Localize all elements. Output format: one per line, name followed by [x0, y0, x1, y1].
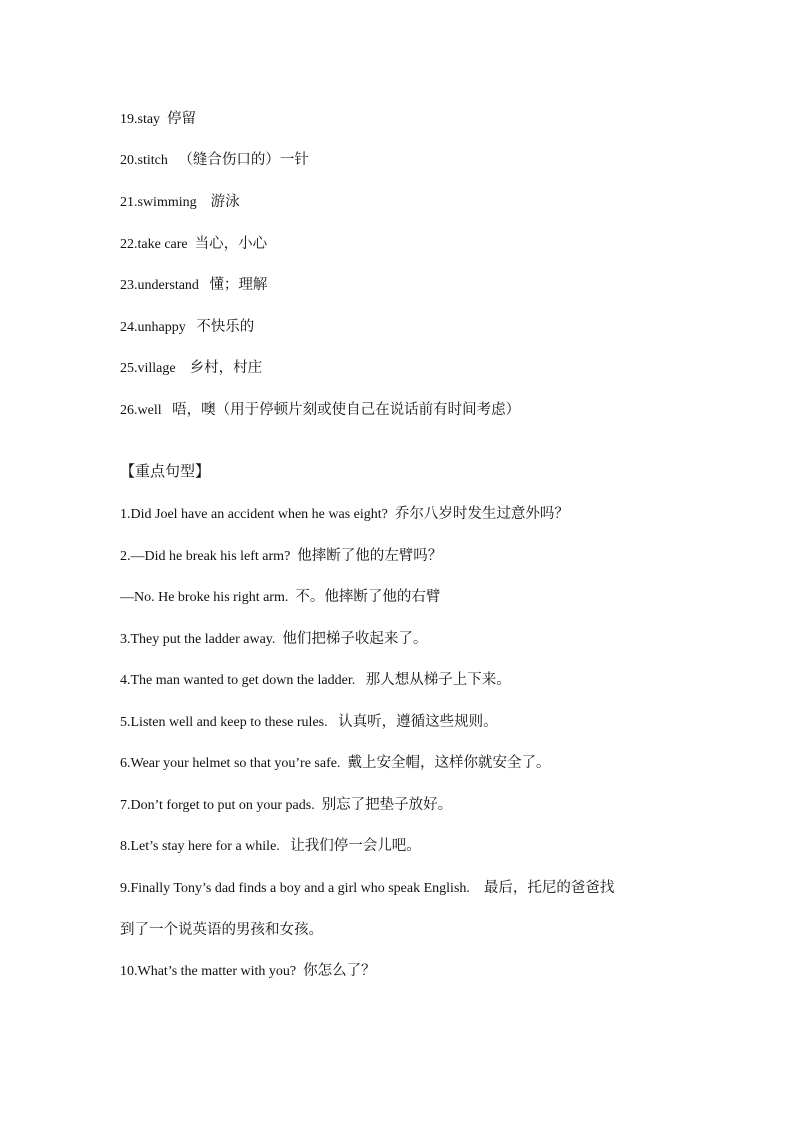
- vocab-item: [120, 273, 720, 297]
- sentence-english: 8.Let’s stay here for a while.: [120, 839, 280, 854]
- sentence-chinese: 让我们停一会儿吧。: [290, 838, 421, 854]
- vocab-english: 26.well: [120, 403, 162, 418]
- sentence-item: [120, 876, 720, 900]
- sentence-item: [120, 710, 720, 734]
- vocab-item: [120, 232, 720, 256]
- vocab-item: [120, 148, 720, 172]
- sentence-item: [120, 502, 720, 526]
- sentence-chinese: 那人想从梯子上下来。: [365, 672, 511, 688]
- sentence-english: 6.Wear your helmet so that you’re safe.: [120, 756, 341, 771]
- vocab-chinese: 乡村，村庄: [189, 360, 263, 376]
- sentence-chinese: 他们把梯子收起来了。: [282, 631, 428, 647]
- vocab-english: 25.village: [120, 361, 176, 376]
- sentence-chinese: 最后，托尼的爸爸找: [483, 880, 615, 896]
- sentence-item: [120, 793, 720, 817]
- vocab-chinese: 唔，噢（用于停顿片刻或使自己在说话前有时间考虑）: [172, 402, 521, 418]
- sentence-chinese: 他摔断了他的左臂吗？: [297, 548, 443, 564]
- sentence-english: 2.—Did he break his left arm?: [120, 549, 291, 564]
- sentence-item: [120, 834, 720, 858]
- vocab-chinese: 不快乐的: [196, 319, 255, 335]
- vocab-english: 24.unhappy: [120, 320, 186, 335]
- sentence-english: 4.The man wanted to get down the ladder.: [120, 673, 356, 688]
- sentence-item: [120, 627, 720, 651]
- sentence-english: 3.They put the ladder away.: [120, 632, 276, 647]
- sentence-chinese: 不。他摔断了他的右臂: [295, 589, 441, 605]
- vocab-chinese: 当心，小心: [194, 236, 268, 252]
- sentence-chinese: 到了一个说英语的男孩和女孩。: [120, 922, 323, 938]
- sentence-chinese: 认真听，遵循这些规则。: [338, 714, 498, 730]
- sentence-chinese: 戴上安全帽，这样你就安全了。: [347, 755, 551, 771]
- vocab-english: 22.take care: [120, 237, 188, 252]
- sentence-continuation: [120, 918, 720, 942]
- vocab-chinese: 游泳: [210, 194, 240, 210]
- sentence-english: —No. He broke his right arm.: [120, 590, 289, 605]
- vocab-chinese: （缝合伤口的）一针: [178, 152, 309, 168]
- sentence-item: [120, 751, 720, 775]
- vocab-english: 23.understand: [120, 278, 199, 293]
- vocab-english: 19.stay: [120, 112, 161, 127]
- sentence-english: 1.Did Joel have an accident when he was eight?: [120, 507, 388, 522]
- vocab-item: [120, 190, 720, 214]
- sentence-chinese: 你怎么了？: [303, 963, 376, 979]
- sentence-english: 9.Finally Tony’s dad finds a boy and a girl who speak English.: [120, 881, 470, 896]
- sentence-item: [120, 544, 720, 568]
- vocab-english: 21.swimming: [120, 195, 197, 210]
- vocab-item: [120, 107, 720, 131]
- sentence-chinese: 乔尔八岁时发生过意外吗？: [394, 506, 569, 522]
- vocab-chinese: 停留: [167, 111, 197, 127]
- sentence-english: 10.What’s the matter with you?: [120, 964, 297, 979]
- vocab-item: [120, 356, 720, 380]
- vocab-english: 20.stitch: [120, 153, 168, 168]
- sentence-english: 5.Listen well and keep to these rules.: [120, 715, 328, 730]
- vocab-item: [120, 315, 720, 339]
- vocab-item: [120, 398, 720, 422]
- sentence-item: [120, 959, 720, 983]
- sentence-item: [120, 585, 720, 609]
- sentence-chinese: 别忘了把垫子放好。: [321, 797, 453, 813]
- sentence-english: 7.Don’t forget to put on your pads.: [120, 798, 315, 813]
- vocab-chinese: 懂；理解: [209, 277, 268, 293]
- sentence-item: [120, 668, 720, 692]
- section-heading: 【重点句型】: [120, 462, 211, 480]
